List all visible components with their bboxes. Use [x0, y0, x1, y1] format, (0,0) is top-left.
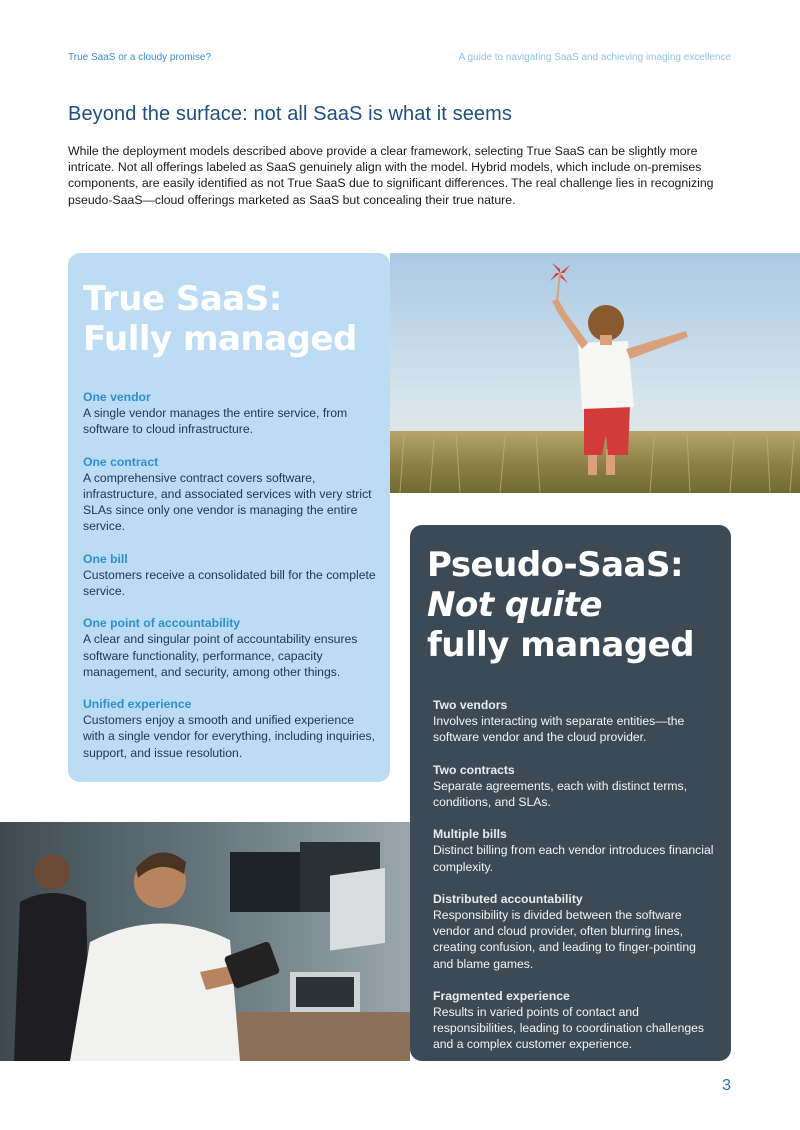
true-saas-item [83, 696, 378, 761]
true-saas-item-body: A comprehensive contract covers software, infrastructure, and associated services with very strict SLAs since only one vendor is managing the entire service. [83, 470, 372, 534]
header-right: A guide to navigating SaaS and achieving imaging excellence [458, 52, 731, 63]
pseudo-saas-item [427, 697, 719, 746]
page-number: 3 [722, 1077, 731, 1094]
pseudo-saas-item-body: Responsibility is divided between the software vendor and cloud provider, often blurring lines, creating confusion, and leading to finger-pointing and blame games. [433, 908, 696, 971]
pseudo-saas-item-head: Two vendors [433, 698, 508, 712]
true-saas-item-head: One vendor [83, 390, 151, 404]
true-saas-title-line1: True SaaS: [83, 279, 282, 319]
pseudo-saas-item-body: Involves interacting with separate entities—the software vendor and the cloud provider. [433, 714, 685, 745]
office-worker-illustration [0, 822, 410, 1061]
pseudo-saas-item [427, 826, 719, 875]
pseudo-saas-item-body: Separate agreements, each with distinct terms, conditions, and SLAs. [433, 778, 688, 810]
true-saas-item-body: Customers enjoy a smooth and unified experience with a single vendor for everything, including inquiries, support, and issue resolution. [83, 713, 375, 760]
pseudo-saas-item-head: Fragmented experience [433, 988, 570, 1003]
pseudo-saas-item-head: Distributed accountability [433, 891, 583, 906]
pseudo-saas-item-body: Results in varied points of contact and responsibilities, leading to coordination challenges and a complex customer experience. [433, 1005, 705, 1052]
true-saas-item-head: One contract [83, 454, 159, 469]
pseudo-saas-card [410, 525, 731, 1061]
page-title: Beyond the surface: not all SaaS is what it seems [68, 103, 513, 125]
true-saas-card [68, 253, 390, 782]
child-in-field-illustration [390, 253, 800, 493]
true-saas-title-line2: Fully managed [83, 319, 357, 359]
office-worker-photo [0, 822, 410, 1061]
pseudo-saas-item [427, 762, 719, 811]
true-saas-title [83, 279, 378, 359]
pseudo-saas-item-head: Multiple bills [433, 827, 507, 842]
true-saas-item [83, 615, 378, 680]
pseudo-saas-title-line2: Not quite [427, 585, 602, 625]
pseudo-saas-item-body: Distinct billing from each vendor introduces financial complexity. [433, 843, 714, 874]
true-saas-item [83, 551, 378, 600]
true-saas-item [83, 389, 378, 438]
header-left: True SaaS or a cloudy promise? [68, 52, 212, 63]
pseudo-saas-title [427, 545, 719, 665]
true-saas-item [83, 454, 378, 535]
pseudo-saas-title-line1: Pseudo-SaaS: [427, 545, 684, 585]
pseudo-saas-item [427, 891, 719, 972]
pseudo-saas-item-head: Two contracts [433, 762, 515, 777]
intro-paragraph: While the deployment models described above provide a clear framework, selecting True SaaS can be slightly more intricate. Not all offerings labeled as SaaS genuinely align with the model. Hybrid models, which include on-premises components, are easily identified as not True SaaS due to significant differences. The real challenge lies in recognizing pseudo-SaaS—cloud offerings marketed as SaaS but concealing their true nature. [68, 144, 714, 207]
child-in-field-photo [390, 253, 800, 493]
pseudo-saas-title-line3: fully managed [427, 625, 695, 665]
true-saas-item-body: A clear and singular point of accountability ensures software functionality, performance, capacity management, and security, among other things. [83, 632, 358, 679]
true-saas-item-body: A single vendor manages the entire service, from software to cloud infrastructure. [83, 406, 348, 437]
pseudo-saas-item [427, 988, 719, 1053]
true-saas-item-head: One bill [83, 551, 128, 566]
true-saas-item-head: One point of accountability [83, 616, 241, 631]
true-saas-item-body: Customers receive a consolidated bill for the complete service. [83, 567, 376, 599]
true-saas-item-head: Unified experience [83, 697, 192, 712]
